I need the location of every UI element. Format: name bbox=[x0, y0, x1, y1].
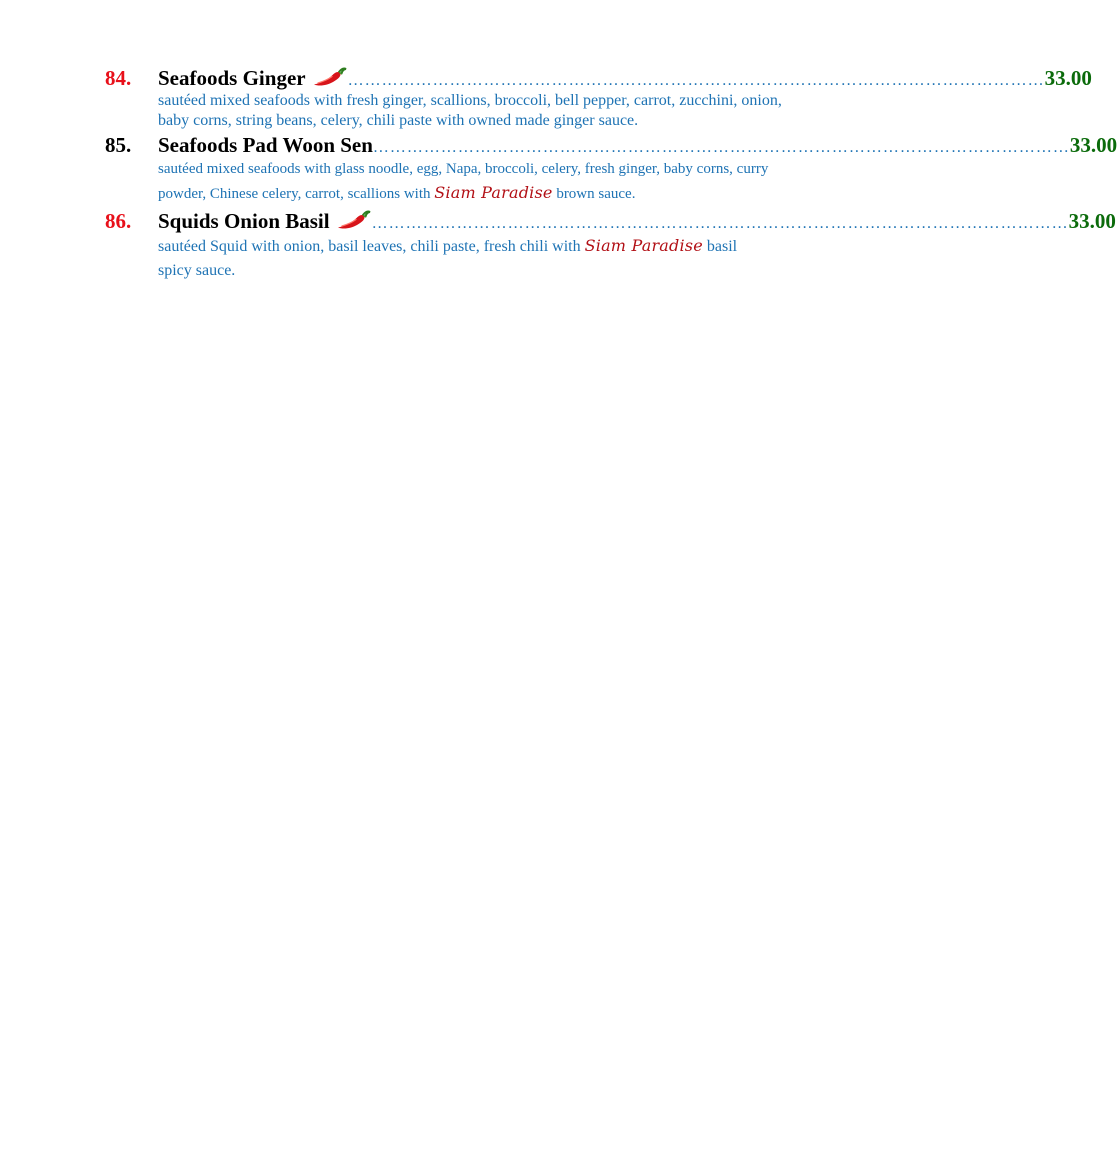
leader-dots: …………………………………………………………………………………………………………… bbox=[372, 139, 1070, 156]
leader-dots: …………………………………………………………………………………………………………… bbox=[371, 215, 1069, 232]
item-name: Seafoods Ginger bbox=[158, 66, 306, 90]
item-price: 33.00 bbox=[1068, 209, 1116, 233]
chili-pepper-icon bbox=[312, 66, 348, 90]
brand-name: Siam Paradise bbox=[584, 236, 703, 255]
menu-item-85 bbox=[105, 132, 1117, 206]
brand-name: Siam Paradise bbox=[434, 183, 553, 202]
menu-item-header bbox=[105, 65, 1092, 91]
menu-item-header bbox=[105, 132, 1117, 158]
menu-item-84 bbox=[105, 65, 1092, 131]
item-name: Squids Onion Basil bbox=[158, 209, 330, 233]
item-description: sautéed mixed seafoods with fresh ginger, scallions, broccoli, bell pepper, carrot, zucchini, onion, baby corns, string beans, celery, chili paste with owned made ginger sauce. bbox=[158, 92, 782, 129]
menu-item-86 bbox=[105, 208, 1116, 283]
item-number: 85. bbox=[105, 133, 132, 157]
item-description bbox=[158, 234, 748, 283]
description-text-end: brown sauce. bbox=[556, 186, 636, 202]
item-number: 84. bbox=[105, 66, 132, 90]
item-name: Seafoods Pad Woon Sen bbox=[158, 133, 373, 157]
leader-dots: …………………………………………………………………………………………………………… bbox=[347, 72, 1045, 89]
chili-pepper-icon bbox=[336, 209, 372, 233]
item-number: 86. bbox=[105, 209, 132, 233]
menu-item-header bbox=[105, 208, 1116, 234]
description-text: sautéed mixed seafoods with glass noodle, egg, Napa, broccoli, celery, fresh ginger, baby corns, curry powder, Chinese celery, carrot, scallions with bbox=[158, 161, 769, 202]
description-text-end: basil spicy sauce. bbox=[158, 238, 738, 279]
item-description bbox=[158, 158, 795, 206]
item-price: 33.00 bbox=[1044, 66, 1092, 90]
item-price: 33.00 bbox=[1069, 133, 1117, 157]
description-text: sautéed Squid with onion, basil leaves, chili paste, fresh chili with bbox=[158, 238, 581, 255]
